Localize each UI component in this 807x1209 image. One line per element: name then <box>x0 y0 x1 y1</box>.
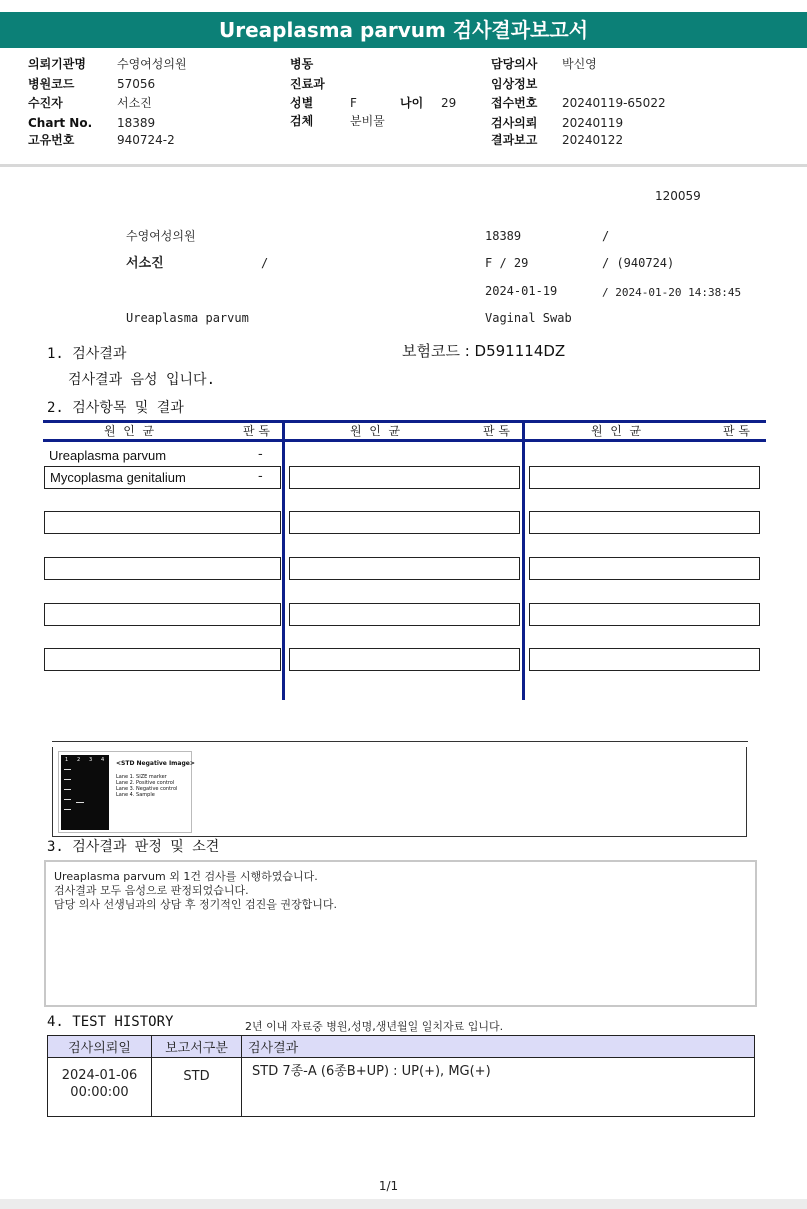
gel-caption: Lane 3. Negative control <box>116 786 178 792</box>
gel-band <box>76 802 84 803</box>
gel-caption: Lane 4. Sample <box>116 792 155 798</box>
sex-label: 성별 <box>290 96 314 110</box>
body-patient-slash: / <box>261 256 269 270</box>
table-header-border <box>43 439 766 442</box>
specimen-label: 검체 <box>290 114 314 128</box>
empty-cell <box>44 511 281 534</box>
hospital-code-label: 병원코드 <box>28 77 75 91</box>
ward-label: 병동 <box>290 57 314 71</box>
section1-title: 1. 검사결과 <box>47 346 127 362</box>
body-slash: / <box>602 229 610 243</box>
col-pathogen-header: 원 인 균 <box>591 424 642 438</box>
request-date-label: 검사의뢰 <box>491 116 538 130</box>
doctor-label: 담당의사 <box>491 57 538 71</box>
institution-value: 수영여성의원 <box>117 57 187 71</box>
body-reported: / 2024-01-20 14:38:45 <box>602 286 742 299</box>
sex-value: F <box>350 96 357 110</box>
opinion-box <box>44 860 757 1007</box>
receipt-no-value: 20240119-65022 <box>562 96 666 110</box>
empty-cell <box>529 466 760 489</box>
col-judgement-header: 판 독 <box>723 424 750 438</box>
lane-number: 1 <box>65 757 69 763</box>
history-note: 2년 이내 자료중 병원,성명,생년월일 일치자료 입니다. <box>245 1020 504 1033</box>
history-date: 2024-01-06 <box>61 1068 138 1083</box>
history-table <box>47 1035 755 1117</box>
report-title: Ureaplasma parvum 검사결과보고서 <box>0 12 807 48</box>
body-chart-no: 18389 <box>485 229 522 243</box>
gel-top-rule <box>52 741 748 742</box>
chart-no-label: Chart No. <box>28 116 93 130</box>
clinical-info-label: 임상정보 <box>491 77 538 91</box>
history-col-date: 검사의뢰일 <box>48 1036 152 1058</box>
history-col-type: 보고서구분 <box>152 1036 242 1058</box>
age-value: 29 <box>441 96 457 110</box>
specimen-value: 분비물 <box>350 114 385 128</box>
empty-cell <box>289 648 520 671</box>
empty-cell <box>289 511 520 534</box>
dept-label: 진료과 <box>290 77 325 91</box>
history-result: STD 7종-A (6종B+UP) : UP(+), MG(+) <box>242 1058 755 1117</box>
empty-cell <box>44 557 281 580</box>
col-pathogen-header: 원 인 균 <box>104 424 155 438</box>
empty-cell <box>289 557 520 580</box>
institution-label: 의뢰기관명 <box>28 57 86 71</box>
empty-cell <box>529 511 760 534</box>
section2-title: 2. 검사항목 및 결과 <box>47 400 184 416</box>
column-divider <box>522 420 525 700</box>
request-date-value: 20240119 <box>562 116 624 130</box>
column-divider <box>282 420 285 700</box>
gel-band <box>64 799 71 800</box>
gel-band <box>64 769 71 770</box>
empty-cell <box>529 648 760 671</box>
body-institution: 수영여성의원 <box>126 229 196 243</box>
gel-image-thumbnail <box>58 751 195 833</box>
gel-band <box>64 809 71 810</box>
pathogen-name: Ureaplasma parvum <box>49 448 167 463</box>
opinion-line: 검사결과 모두 음성으로 판정되었습니다. <box>54 884 249 897</box>
empty-cell <box>529 557 760 580</box>
history-col-result: 검사결과 <box>242 1036 755 1058</box>
history-date-cell <box>48 1058 152 1117</box>
header-divider <box>0 164 807 167</box>
age-label: 나이 <box>400 96 424 110</box>
gel-caption-title: <STD Negative Image> <box>116 760 195 767</box>
lane-number: 3 <box>89 757 93 763</box>
body-test-name: Ureaplasma parvum <box>126 311 249 325</box>
report-date-value: 20240122 <box>562 133 624 147</box>
col-pathogen-header: 원 인 균 <box>350 424 401 438</box>
gel-band <box>64 779 71 780</box>
body-patient: 서소진 <box>126 256 164 271</box>
gel-caption: Lane 2. Positive control <box>116 780 175 786</box>
empty-cell <box>529 603 760 626</box>
receipt-no-label: 접수번호 <box>491 96 538 110</box>
col-judgement-header: 판 독 <box>483 424 510 438</box>
history-row <box>48 1058 755 1117</box>
col-judgement-header: 판 독 <box>243 424 270 438</box>
doctor-value: 박신영 <box>562 57 597 71</box>
section4-title: 4. TEST HISTORY <box>47 1014 174 1030</box>
history-type: STD <box>152 1058 242 1117</box>
empty-cell <box>289 466 520 489</box>
opinion-line: 담당 의사 선생님과의 상담 후 정기적인 검진을 권장합니다. <box>54 898 337 911</box>
body-received: 2024-01-19 <box>485 284 558 298</box>
patient-value: 서소진 <box>117 96 152 110</box>
section3-title: 3. 검사결과 판정 및 소견 <box>47 839 220 855</box>
insurance-code: 보험코드 : D591114DZ <box>402 342 566 360</box>
pathogen-name: Mycoplasma genitalium <box>44 466 281 489</box>
body-specimen: Vaginal Swab <box>485 311 572 325</box>
opinion-line: Ureaplasma parvum 외 1건 검사를 시행하였습니다. <box>54 870 318 883</box>
empty-cell <box>289 603 520 626</box>
unique-no-label: 고유번호 <box>28 133 75 147</box>
unique-no-value: 940724-2 <box>117 133 175 147</box>
gel-band <box>64 789 71 790</box>
report-date-label: 결과보고 <box>491 133 538 147</box>
body-birth: / (940724) <box>602 256 675 270</box>
history-time: 00:00:00 <box>70 1085 129 1100</box>
patient-label: 수진자 <box>28 96 63 110</box>
chart-no-value: 18389 <box>117 116 156 130</box>
pathogen-result: - <box>258 447 263 462</box>
history-header-row <box>48 1036 755 1058</box>
body-sex-age: F / 29 <box>485 256 529 270</box>
gel-electrophoresis-image <box>61 755 109 830</box>
page-number: 1/1 <box>378 1179 399 1193</box>
lane-number: 4 <box>101 757 105 763</box>
empty-cell <box>44 603 281 626</box>
result-summary: 검사결과 음성 입니다. <box>68 372 216 388</box>
gel-caption: Lane 1. SIZE marker <box>116 774 167 780</box>
page-bottom-strip <box>0 1199 807 1209</box>
pathogen-result: - <box>258 469 263 484</box>
empty-cell <box>44 648 281 671</box>
report-code: 120059 <box>655 189 701 203</box>
hospital-code-value: 57056 <box>117 77 156 91</box>
lane-number: 2 <box>77 757 81 763</box>
